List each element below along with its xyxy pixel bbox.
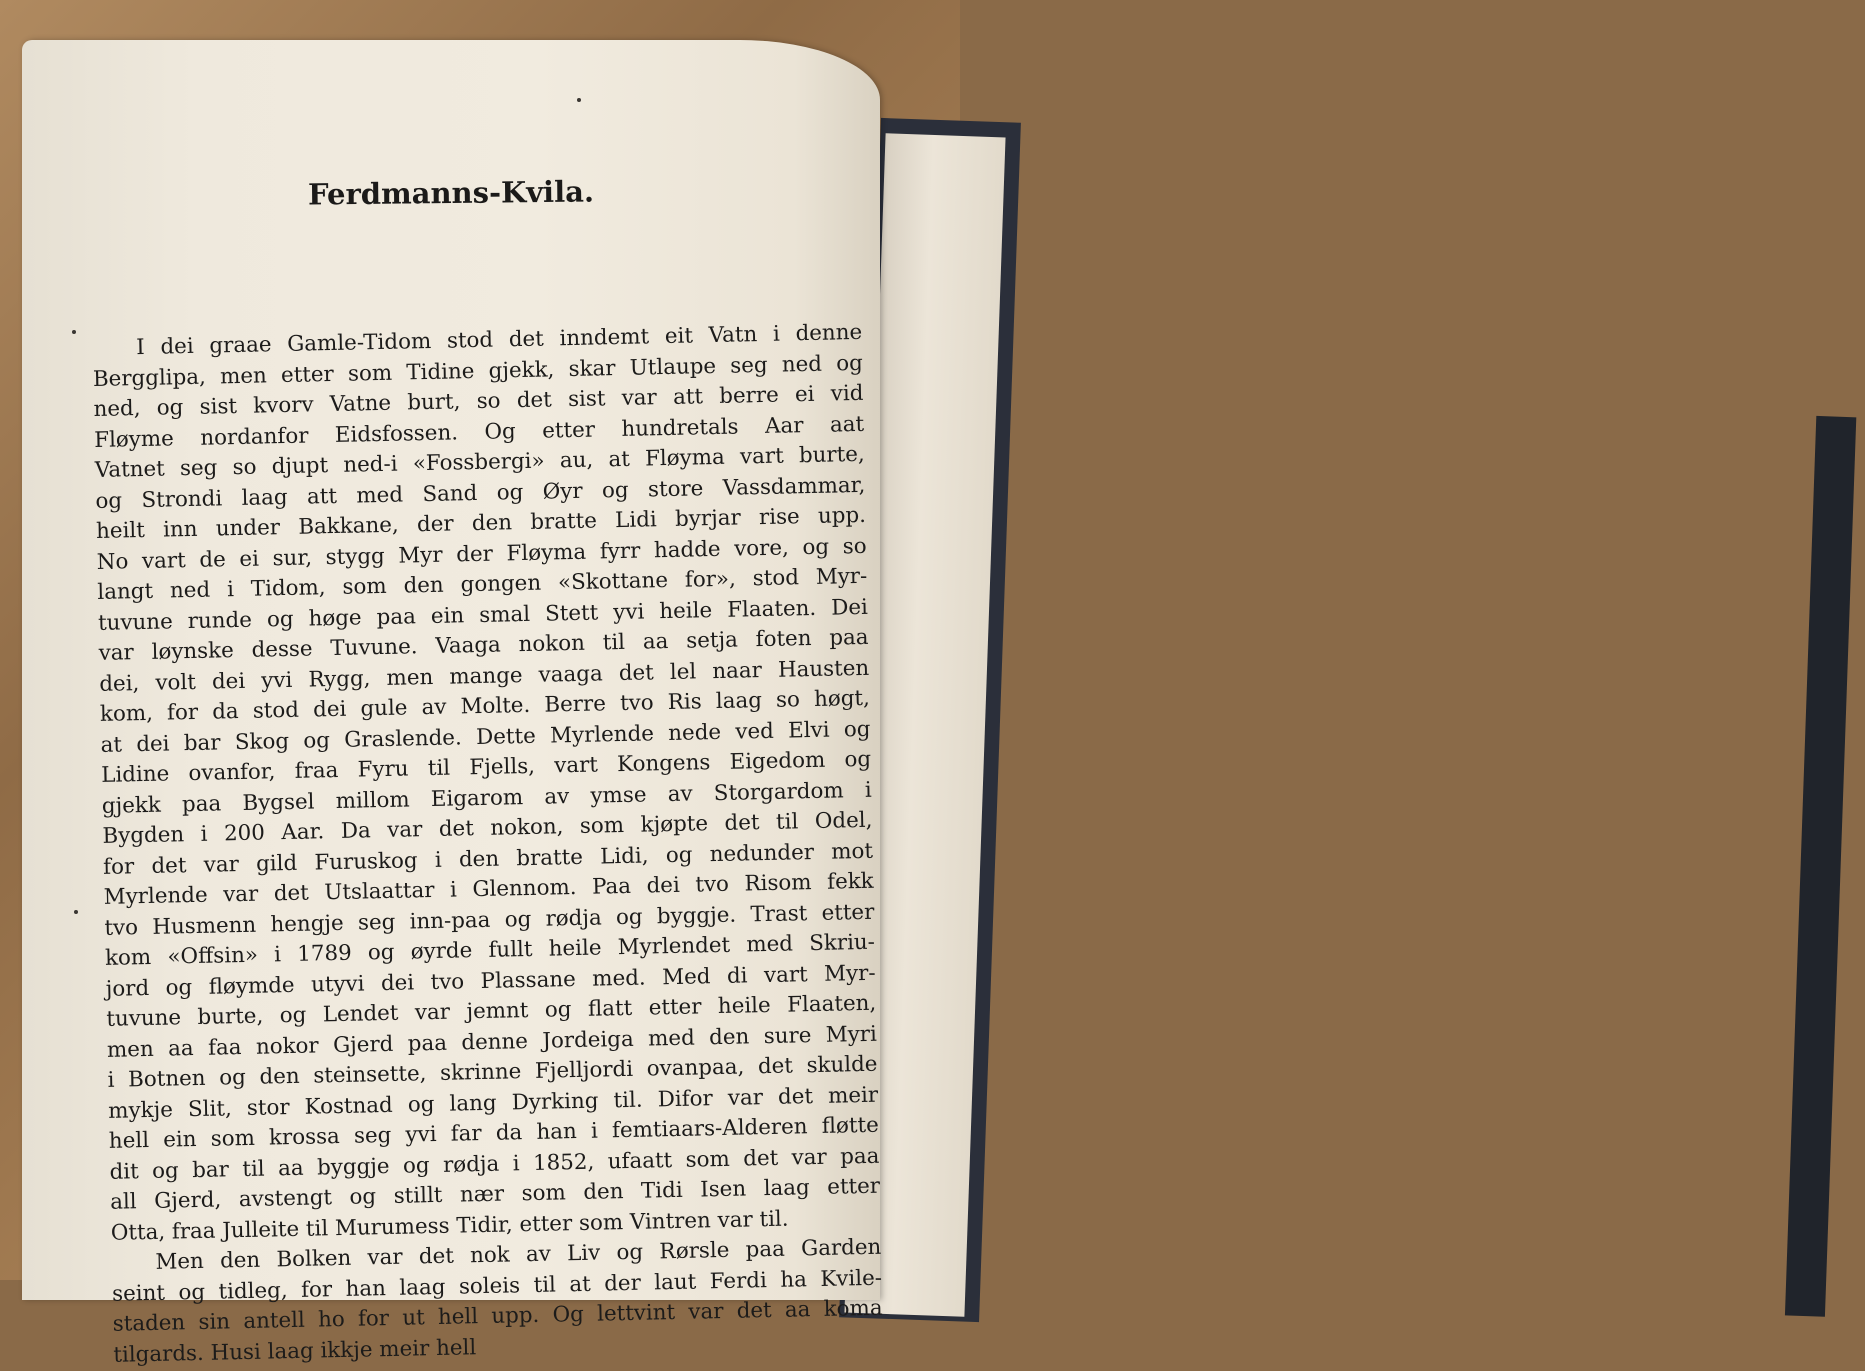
text-line: mykje Slit, stor Kostnad og lang Dyrking til. Difor var det meir: [108, 1082, 879, 1124]
text-line: Vatnet seg so djupt ned-i «Fossbergi» au, at Fløyma vart burte,: [94, 441, 865, 483]
text-line: ned, og sist kvorv Vatne burt, so det sist var att berre ei vid: [93, 380, 864, 422]
text-line: Bygden i 200 Aar. Da var det nokon, som kjøpte det til Odel,: [102, 807, 873, 849]
text-line: Lidine ovanfor, fraa Fyru til Fjells, vart Kongens Eigedom og: [100, 746, 872, 788]
text-line: i Botnen og den steinsette, skrinne Fjelljordi ovanpaa, det skulde: [107, 1051, 878, 1093]
text-line: Myrlende var det Utslaattar i Glennom. Paa dei tvo Risom fekk: [103, 868, 874, 910]
text-line: for det var gild Furuskog i den bratte Lidi, og nedunder mot: [102, 838, 874, 880]
text-line: Bergglipa, men etter som Tidine gjekk, skar Utlaupe seg ned og: [92, 350, 864, 392]
ink-speck: [72, 330, 76, 334]
text-line: tvo Husmenn hengje seg inn-paa og rødja og byggje. Trast etter: [104, 899, 875, 941]
ink-speck: [74, 910, 78, 914]
text-line: tuvune runde og høge paa ein smal Stett yvi heile Flaaten. Dei: [97, 594, 869, 636]
text-line: kom, for da stod dei gule av Molte. Berre tvo Ris laag so høgt,: [99, 685, 871, 727]
text-line: var løynske desse Tuvune. Vaaga nokon til aa setja foten paa: [98, 624, 869, 666]
facing-page-photo: [1785, 416, 1856, 1317]
text-line: langt ned i Tidom, som den gongen «Skottane for», stod Myr-: [97, 563, 868, 605]
text-line: og Strondi laag att med Sand og Øyr og store Vassdammar,: [95, 472, 866, 514]
text-line: dit og bar til aa byggje og rødja i 1852, ufaatt som det var paa: [109, 1143, 880, 1185]
text-line: at dei bar Skog og Graslende. Dette Myrlende nede ved Elvi og: [100, 716, 871, 758]
text-line: seint og tidleg, for han laag soleis til at der laut Ferdi ha Kvile-: [111, 1265, 883, 1307]
chapter-title: Ferdmanns-Kvila.: [307, 174, 595, 212]
text-line: Otta, fraa Julleite til Murumess Tidir, etter som Vintren var til.: [110, 1206, 789, 1246]
text-line: jord og fløymde utyvi dei tvo Plassane med. Med di vart Myr-: [105, 960, 876, 1002]
text-line: staden sin antell ho for ut hell upp. Og lettvint var det aa koma: [112, 1295, 883, 1337]
text-line: gjekk paa Bygsel millom Eigarom av ymse av Storgardom i: [101, 777, 872, 819]
text-line: tuvune burte, og Lendet var jemnt og flatt etter heile Flaaten,: [106, 990, 877, 1032]
text-line: all Gjerd, avstengt og stillt nær som den Tidi Isen laag etter: [109, 1173, 881, 1215]
body-text: [92, 318, 884, 1371]
text-line: dei, volt dei yvi Rygg, men mange vaaga det lel naar Hausten: [99, 655, 870, 697]
ink-speck: [577, 98, 581, 102]
text-line: Fløyme nordanfor Eidsfossen. Og etter hundretals Aar aat: [93, 411, 865, 453]
text-line: tilgards. Husi laag ikkje meir hell: [113, 1334, 477, 1368]
text-line: No vart de ei sur, stygg Myr der Fløyma fyrr hadde vore, og so: [96, 533, 867, 575]
book-page: [22, 40, 883, 1368]
text-line: heilt inn under Bakkane, der den bratte Lidi byrjar rise upp.: [95, 502, 867, 544]
text-line: men aa faa nokor Gjerd paa denne Jordeiga med den sure Myri: [106, 1021, 878, 1063]
text-line: kom «Offsin» i 1789 og øyrde fullt heile Myrlendet med Skriu-: [104, 929, 876, 971]
text-line: Men den Bolken var det nok av Liv og Rørsle paa Garden: [155, 1234, 882, 1275]
text-line: I dei graae Gamle-Tidom stod det inndemt eit Vatn i denne: [136, 319, 863, 361]
text-line: hell ein som krossa seg yvi far da han i femtiaars-Alderen fløtte: [108, 1112, 880, 1154]
